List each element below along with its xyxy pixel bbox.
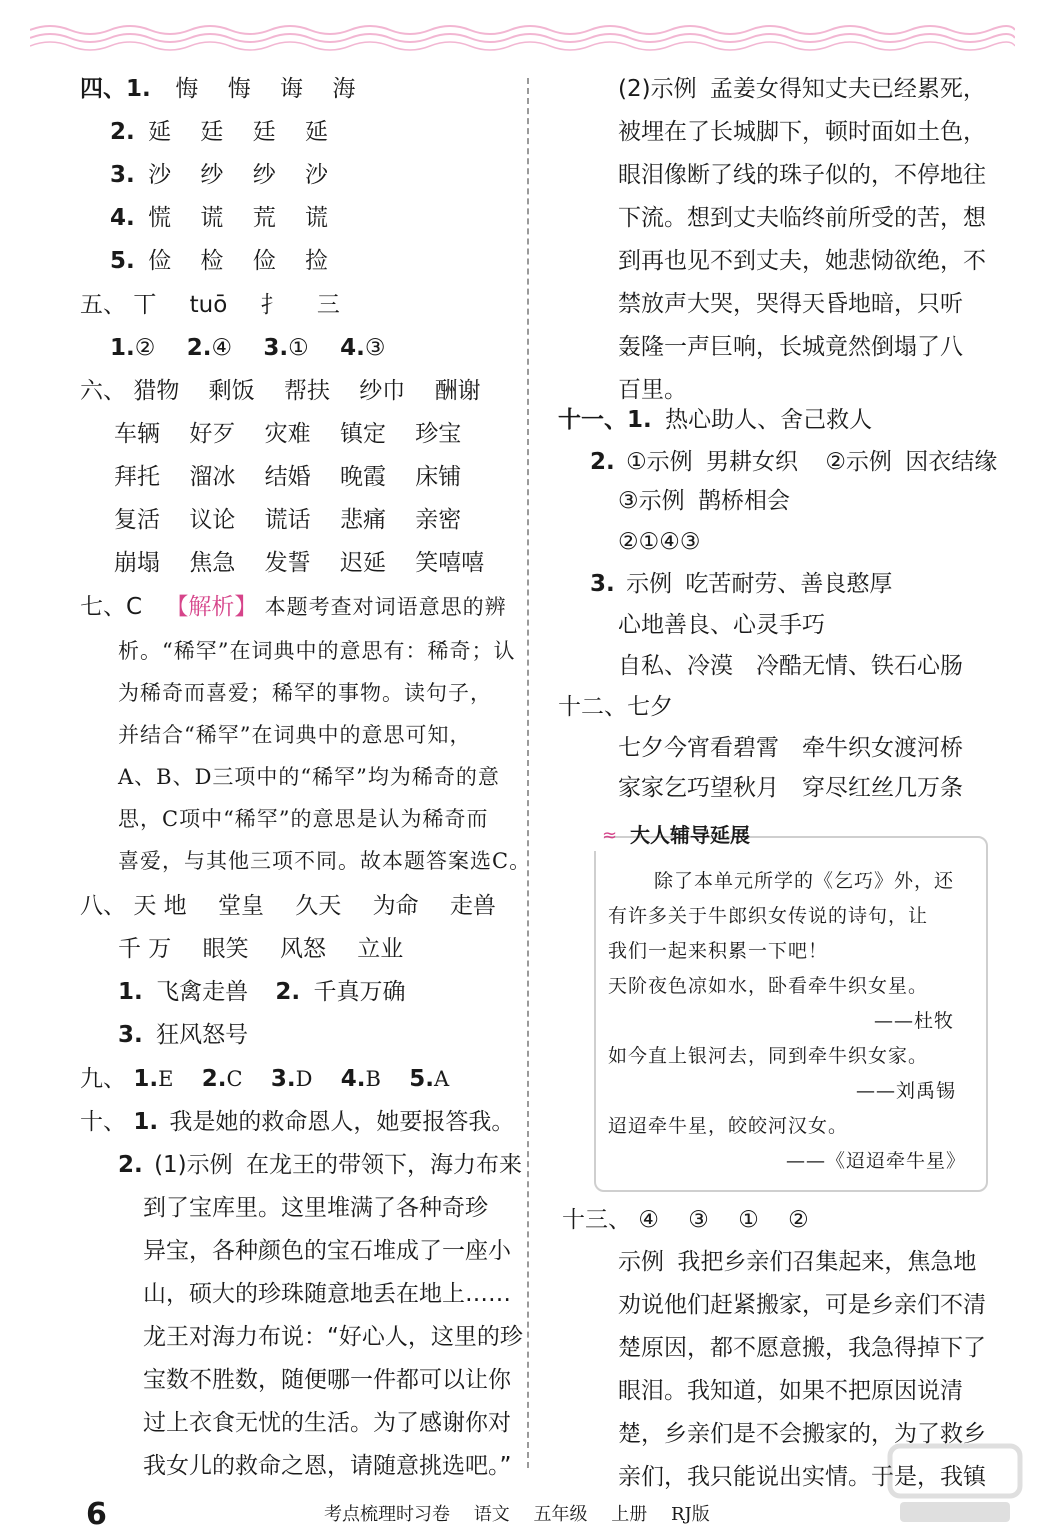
answer-choice: ④ xyxy=(638,1207,659,1233)
item-number: 1. xyxy=(133,1109,159,1135)
answer-item: 扌 xyxy=(260,292,284,318)
answer-item: tuō xyxy=(189,292,228,318)
item-number: 3. xyxy=(270,1066,296,1092)
answer-char: 延 xyxy=(148,119,172,145)
footer-term: 上册 xyxy=(611,1504,648,1525)
answer-text: 男耕女织 xyxy=(706,449,798,475)
footer-book: 考点梳理时习卷 xyxy=(324,1504,450,1525)
word: 久天 xyxy=(295,893,342,919)
answer-text: 狂风怒号 xyxy=(156,1022,249,1048)
word: 剩饭 xyxy=(208,378,255,404)
item-number: 1. xyxy=(118,979,143,1005)
wave-icon: ≈ xyxy=(602,825,615,846)
answer-text: 劝说他们赶紧搬家，可是乡亲们不清 xyxy=(618,1292,986,1318)
answer-choice: ① xyxy=(288,335,309,361)
section-13-head: 十三、 xyxy=(562,1207,631,1233)
answer-text: 过上衣食无忧的生活。为了感谢你对 xyxy=(143,1410,511,1436)
item-number: 4. xyxy=(340,335,365,361)
answer-text: 下流。想到丈夫临终前所受的苦，想 xyxy=(618,205,986,231)
example-label: ③示例 xyxy=(618,488,685,514)
example-label: (1)示例 xyxy=(154,1152,233,1178)
answer-text: 楚，乡亲们是不会搬家的，为了救乡 xyxy=(618,1421,986,1447)
item-number: 2. xyxy=(590,449,615,475)
item-number: 3. xyxy=(118,1022,143,1048)
poem-verse: 天阶夜色凉如水，卧看牵牛织女星。 xyxy=(608,975,929,997)
answer-text: 宝数不胜数，随便哪一件都可以让你 xyxy=(143,1367,511,1393)
item-number: 2. xyxy=(186,335,212,361)
word: 发誓 xyxy=(264,550,311,576)
extension-box-title: 大人辅导延展 xyxy=(630,823,750,847)
answer-text: 我是她的救命恩人，她要报答我。 xyxy=(169,1109,515,1135)
item-number: 5. xyxy=(409,1066,435,1092)
word: 结婚 xyxy=(264,464,311,490)
answer-text: 自私、冷漠 冷酷无情、铁石心肠 xyxy=(618,653,963,679)
answer-item: 丅 xyxy=(133,292,157,318)
answer-char: 诲 xyxy=(280,76,303,102)
answer-char: 沙 xyxy=(305,162,328,188)
answer-choice: ④ xyxy=(211,335,233,361)
analysis-text: 析。“稀罕”在词典中的意思有：稀奇；认 xyxy=(118,639,516,663)
extension-text: 除了本单元所学的《乞巧》外，还 xyxy=(654,870,955,892)
item-number: 4. xyxy=(110,205,135,231)
answer-text: 在龙王的带领下，海力布来 xyxy=(245,1152,522,1178)
analysis-text: 本题考查对词语意思的辨 xyxy=(264,595,507,619)
answer-text: 山，硕大的珍珠随意地丢在地上…… xyxy=(143,1281,511,1307)
item-number: 1. xyxy=(133,1066,159,1092)
answer-char: 沙 xyxy=(148,162,172,188)
answer-char: 廷 xyxy=(252,119,276,145)
answer-text: 眼泪像断了线的珠子似的，不停地往 xyxy=(618,162,986,188)
word: 珍宝 xyxy=(415,421,462,447)
answer-char: 廷 xyxy=(200,119,224,145)
answer-choice: ② xyxy=(134,335,156,361)
example-label: 示例 xyxy=(626,571,673,597)
answer-char: 悔 xyxy=(227,76,251,102)
item-number: 1. xyxy=(110,335,135,361)
section-11-head: 十一、1. xyxy=(558,407,652,433)
example-label: (2)示例 xyxy=(618,76,697,102)
word: 崩塌 xyxy=(114,550,160,576)
answer-choice: C xyxy=(226,1067,244,1091)
answer-order: ②①④③ xyxy=(618,529,701,555)
analysis-text: 喜爱，与其他三项不同。故本题答案选C。 xyxy=(118,849,532,873)
answer-text: 孟姜女得知丈夫已经累死， xyxy=(709,76,986,102)
top-wave-decoration xyxy=(30,22,1015,52)
poem-author: ——杜牧 xyxy=(874,1010,955,1032)
answer-text: 眼泪。我知道，如果不把原因说清 xyxy=(618,1378,963,1404)
answer-text: 热心助人、舍己救人 xyxy=(665,407,873,433)
word: 焦急 xyxy=(189,550,236,576)
answer-char: 延 xyxy=(305,119,328,145)
item-number: 3. xyxy=(590,571,615,597)
example-label: ①示例 xyxy=(626,449,693,475)
word: 帮扶 xyxy=(283,378,330,404)
item-number: 2. xyxy=(110,119,135,145)
answer-text: 我女儿的救命之恩，请随意挑选吧。” xyxy=(143,1453,512,1479)
word: 晚霞 xyxy=(339,464,386,490)
page-number: 6 xyxy=(86,1497,107,1532)
answer-text: 飞禽走兽 xyxy=(156,979,249,1005)
word: 悲痛 xyxy=(339,507,386,533)
word: 复活 xyxy=(114,507,160,533)
word: 溜冰 xyxy=(189,464,236,490)
answer-char: 俭 xyxy=(148,248,172,274)
watermark-logo xyxy=(880,1440,1030,1530)
answer-choice: ① xyxy=(738,1207,759,1233)
answer-text: 因衣结缘 xyxy=(905,449,998,475)
item-number: 3. xyxy=(263,335,289,361)
analysis-text: 并结合“稀罕”在词典中的意思可知， xyxy=(118,723,472,747)
item-number: 4. xyxy=(340,1066,366,1092)
answer-choice: ③ xyxy=(364,335,386,361)
word: 床铺 xyxy=(415,464,462,490)
answer-char: 谎 xyxy=(200,205,224,231)
poem-verse: 如今直上银河去，同到牵牛织女家。 xyxy=(608,1045,929,1067)
example-label: 示例 xyxy=(618,1249,664,1275)
answer-char: 海 xyxy=(332,76,356,102)
page-footer xyxy=(324,1500,728,1526)
word: 好歹 xyxy=(189,421,236,447)
footer-subject: 语文 xyxy=(473,1504,510,1525)
answer-char: 慌 xyxy=(148,205,172,231)
answer-char: 俭 xyxy=(252,248,276,274)
word: 天 地 xyxy=(133,893,187,919)
word: 千 万 xyxy=(118,936,172,962)
extension-box-header xyxy=(594,815,750,851)
example-label: ②示例 xyxy=(825,449,892,475)
poem-line: 七夕今宵看碧霄 牵牛织女渡河桥 xyxy=(618,735,963,761)
answer-choice: D xyxy=(295,1067,314,1091)
section-8-head: 八、 xyxy=(80,893,126,919)
analysis-text: 思，C项中“稀罕”的意思是认为稀奇而 xyxy=(118,807,489,831)
poem-author: ——刘禹锡 xyxy=(856,1080,957,1102)
answer-text: 龙王对海力布说：“好心人，这里的珍 xyxy=(143,1324,523,1350)
word: 车辆 xyxy=(114,421,160,447)
answer-choice: ③ xyxy=(688,1207,709,1233)
answer-choice: A xyxy=(434,1067,451,1091)
answer-char: 纱 xyxy=(252,162,276,188)
answer-text: 被埋在了长城脚下，顿时面如土色， xyxy=(618,119,986,145)
section-6-head: 六、 xyxy=(80,378,126,404)
answer-text: 百里。 xyxy=(618,377,687,403)
answer-text: 异宝，各种颜色的宝石堆成了一座小 xyxy=(143,1238,511,1264)
section-5-head: 五、 xyxy=(80,292,126,318)
footer-edition: RJ版 xyxy=(670,1504,710,1525)
word: 亲密 xyxy=(415,507,462,533)
word: 迟延 xyxy=(339,550,386,576)
footer-grade: 五年级 xyxy=(533,1504,588,1525)
poem-verse: 迢迢牵牛星，皎皎河汉女。 xyxy=(608,1115,849,1137)
section-4-head: 四、1. xyxy=(80,76,151,102)
item-number: 2. xyxy=(201,1066,227,1092)
section-12-head: 十二、七夕 xyxy=(558,694,673,720)
word: 猎物 xyxy=(133,378,180,404)
word: 酬谢 xyxy=(434,378,481,404)
answer-text: 我把乡亲们召集起来，焦急地 xyxy=(677,1249,977,1275)
answer-text: 禁放声大哭，哭得天昏地暗，只听 xyxy=(618,291,963,317)
item-number: 2. xyxy=(275,979,301,1005)
answer-text: 到再也见不到丈夫，她悲恸欲绝，不 xyxy=(618,248,986,274)
word: 谎话 xyxy=(264,507,311,533)
word: 眼笑 xyxy=(202,936,249,962)
answer-text: 轰隆一声巨响，长城竟然倒塌了八 xyxy=(618,334,963,360)
analysis-text: A、B、D三项中的“稀罕”均为稀奇的意 xyxy=(118,765,500,789)
word: 风怒 xyxy=(279,936,326,962)
answer-choice: ② xyxy=(788,1207,809,1233)
extension-text: 有许多关于牛郎织女传说的诗句，让 xyxy=(608,905,929,927)
poem-author: ——《迢迢牵牛星》 xyxy=(786,1150,967,1172)
word: 议论 xyxy=(189,507,236,533)
word: 走兽 xyxy=(449,893,496,919)
analysis-text: 为稀奇而喜爱；稀罕的事物。读句子， xyxy=(118,681,492,705)
answer-char: 谎 xyxy=(305,205,328,231)
poem-line: 家家乞巧望秋月 穿尽红丝几万条 xyxy=(618,775,963,801)
section-9-head: 九、 xyxy=(80,1066,126,1092)
analysis-tag: 【解析】 xyxy=(165,594,258,620)
word: 纱巾 xyxy=(359,378,406,404)
section-7-head: 七、C xyxy=(80,594,143,620)
answer-char: 纱 xyxy=(200,162,224,188)
word: 为命 xyxy=(372,893,419,919)
extension-text: 我们一起来积累一下吧！ xyxy=(608,940,829,962)
item-number: 5. xyxy=(110,248,135,274)
answer-text: 到了宝库里。这里堆满了各种奇珍 xyxy=(143,1195,488,1221)
column-divider xyxy=(527,78,529,1468)
word: 立业 xyxy=(357,936,404,962)
word: 镇定 xyxy=(339,421,386,447)
section-10-head: 十、 xyxy=(80,1109,126,1135)
answer-text: 楚原因，都不愿意搬，我急得掉下了 xyxy=(618,1335,986,1361)
answer-char: 悔 xyxy=(175,76,199,102)
answer-choice: E xyxy=(158,1067,175,1091)
answer-text: 鹊桥相会 xyxy=(697,488,790,514)
word: 堂皇 xyxy=(217,893,264,919)
word: 灾难 xyxy=(264,421,311,447)
word: 笑嘻嘻 xyxy=(415,550,485,576)
answer-text: 吃苦耐劳、善良憨厚 xyxy=(685,571,893,597)
answer-text: 千真万确 xyxy=(313,979,406,1005)
item-number: 3. xyxy=(110,162,135,188)
item-number: 2. xyxy=(118,1152,143,1178)
answer-choice: B xyxy=(365,1067,382,1091)
answer-item: 三 xyxy=(316,292,340,318)
answer-char: 荒 xyxy=(252,205,276,231)
word: 拜托 xyxy=(114,464,160,490)
answer-text: 心地善良、心灵手巧 xyxy=(618,612,825,638)
answer-char: 捡 xyxy=(305,248,328,274)
answer-text: 亲们，我只能说出实情。于是，我镇 xyxy=(618,1464,986,1490)
answer-char: 检 xyxy=(200,248,224,274)
